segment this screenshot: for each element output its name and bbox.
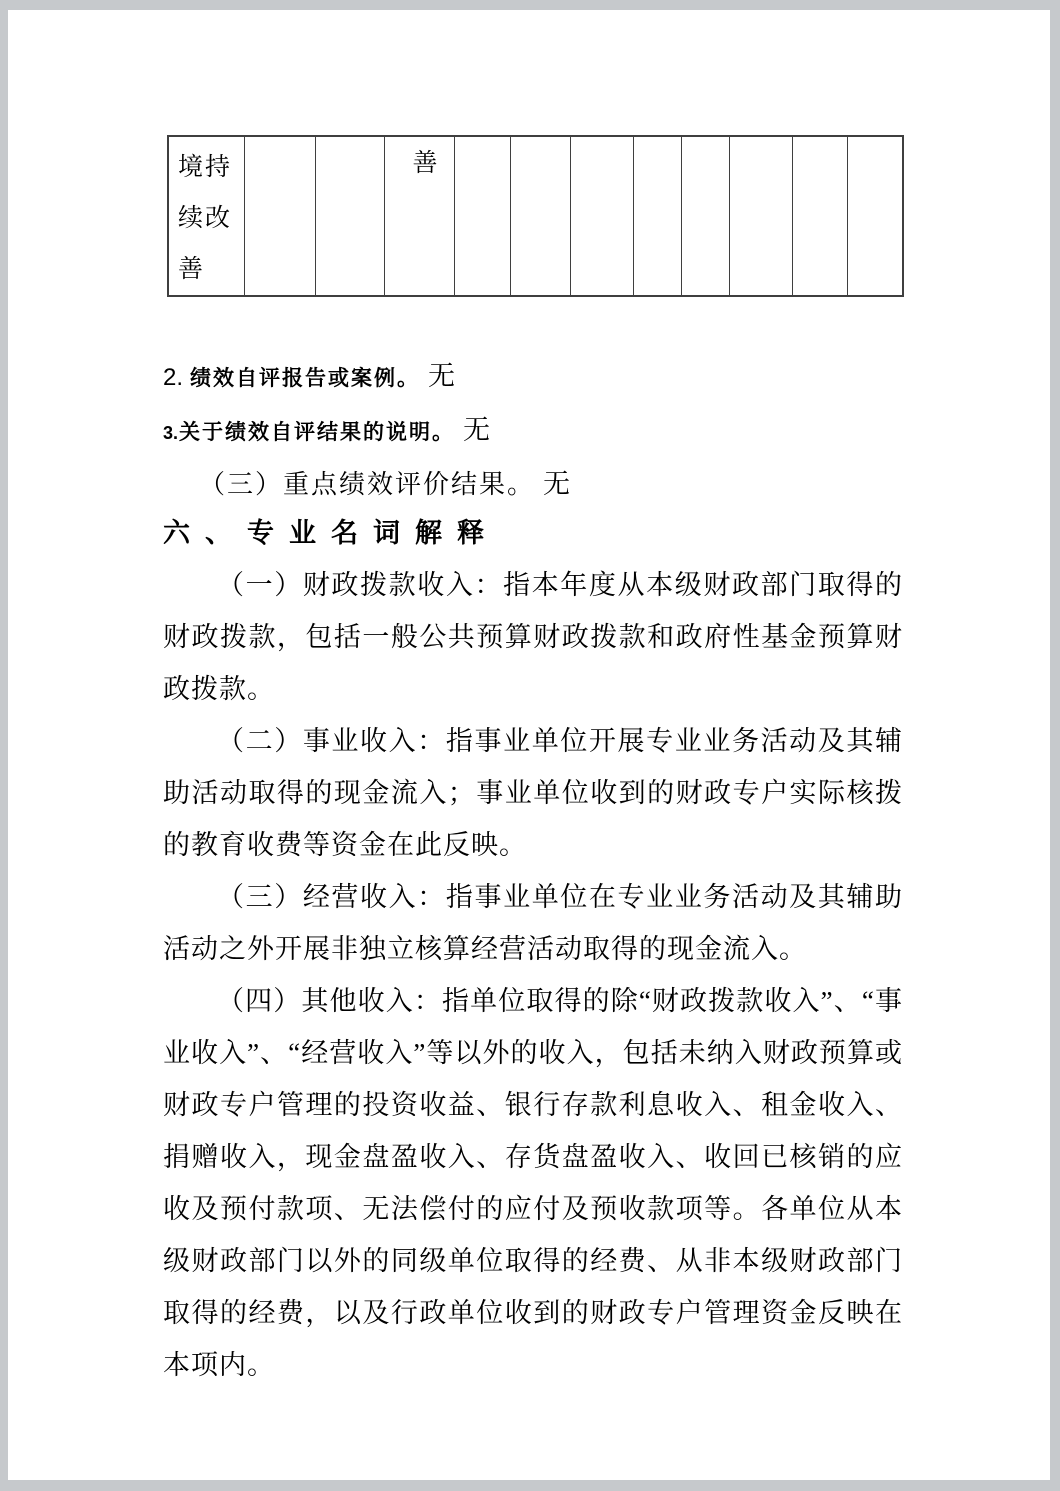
table-cell-12	[847, 136, 903, 296]
item-2-line	[163, 361, 903, 396]
table-cell-5	[454, 136, 510, 296]
table-cell-6	[510, 136, 570, 296]
item-3-number: 3.	[163, 423, 179, 443]
section-heading: 六、专业名词解释	[163, 518, 499, 548]
item-3-line	[163, 415, 903, 450]
definition-paragraph-3: （三）经营收入：指事业单位在专业业务活动及其辅助活动之外开展非独立核算经营活动取得的现金流入。	[163, 882, 903, 964]
item-2-number: 2.	[163, 364, 184, 391]
definition-paragraph-4: （四）其他收入：指单位取得的除“财政拨款收入”、“事业收入”、“经营收入”等以外的收入，包括未纳入财政预算或财政专户管理的投资收益、银行存款利息收入、租金收入、捐赠收入，现金盘盈收入、存货盘盈收入、收回已核销的应收及预付款项、无法偿付的应付及预收款项等。各单位从本级财政部门以外的同级单位取得的经费、从非本级财政部门取得的经费，以及行政单位收到的财政专户管理资金反映在本项内。	[163, 986, 903, 1380]
table-cell-8	[633, 136, 681, 296]
table-cell-2	[244, 136, 315, 296]
document-page	[8, 10, 1050, 1480]
table-cell-3	[315, 136, 384, 296]
table-row	[168, 136, 903, 296]
item-3-label: 关于绩效自评结果的说明。	[179, 421, 456, 444]
subsection-answer: 无	[543, 469, 571, 499]
table-cell-10	[729, 136, 792, 296]
item-2-answer: 无	[428, 361, 456, 391]
subsection-line	[163, 469, 903, 500]
table-cell-11	[792, 136, 847, 296]
definition-paragraph-1: （一）财政拨款收入：指本年度从本级财政部门取得的财政拨款，包括一般公共预算财政拨款和政府性基金预算财政拨款。	[163, 570, 903, 704]
definitions-container	[163, 559, 903, 1391]
cell-line: 善	[178, 256, 206, 283]
page-content	[163, 10, 903, 1391]
table-cell-9	[681, 136, 729, 296]
cell-line: 境持	[178, 154, 233, 181]
table-fragment	[167, 135, 904, 297]
table-cell-7	[570, 136, 633, 296]
cell-line: 善	[412, 150, 438, 177]
subsection-label: （三）重点绩效评价结果。	[199, 470, 536, 499]
table-cell-1	[168, 136, 244, 296]
cell-line: 续改	[178, 205, 233, 232]
item-3-answer: 无	[463, 415, 491, 445]
item-2-label: 绩效自评报告或案例。	[190, 367, 421, 390]
table-cell-4	[384, 136, 454, 296]
definition-paragraph-2: （二）事业收入：指事业单位开展专业业务活动及其辅助活动取得的现金流入；事业单位收到的财政专户实际核拨的教育收费等资金在此反映。	[163, 726, 903, 860]
